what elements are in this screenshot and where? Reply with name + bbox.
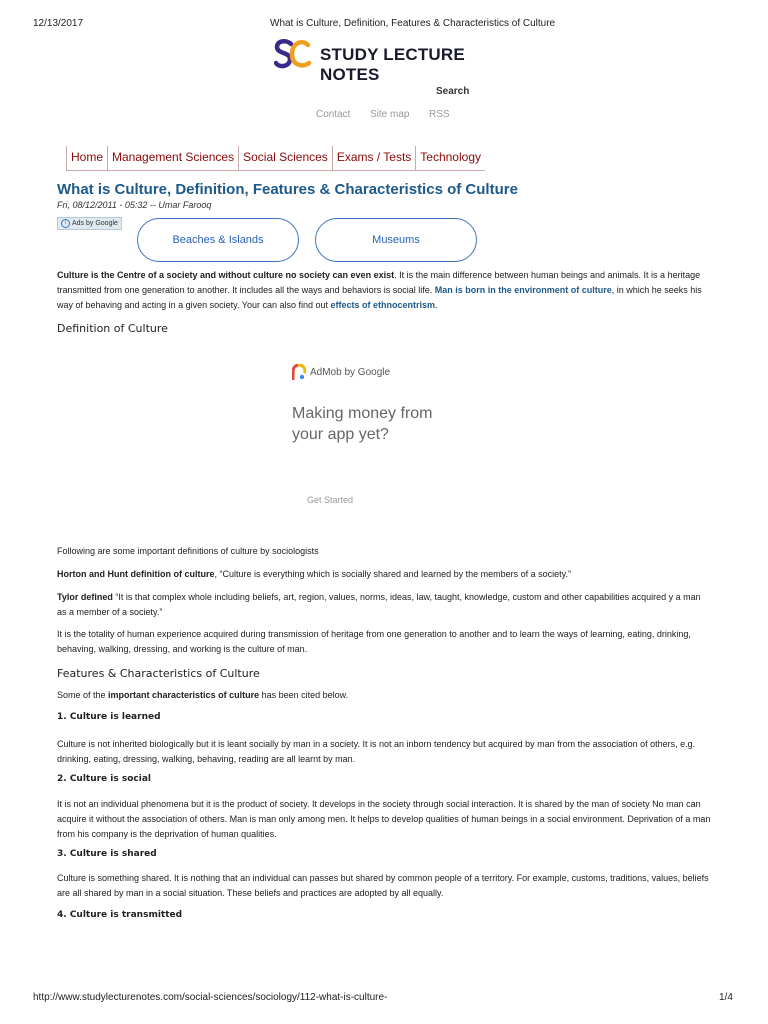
culture-environment-link[interactable]: Man is born in the environment of culture xyxy=(434,285,612,295)
intro-text-2: , in which he seeks his way of behaving and acting in a given society. Your can also find out xyxy=(57,285,702,310)
main-nav xyxy=(66,146,485,171)
sitemap-link[interactable]: Site map xyxy=(370,109,410,120)
admob-headline: Making money from your app yet? xyxy=(292,405,433,443)
intro-bold: Culture is the Centre of a society and without culture no society can even exist xyxy=(57,270,395,280)
admob-logo-text: AdMob by Google xyxy=(310,366,391,378)
definition-heading: Definition of Culture xyxy=(57,322,168,335)
admob-logo xyxy=(292,364,390,380)
site-logo[interactable] xyxy=(274,37,514,84)
ad-button-museums[interactable]: Museums xyxy=(315,218,477,262)
intro-paragraph xyxy=(57,268,711,313)
tylor-definition xyxy=(57,590,711,620)
horton-bold: Horton and Hunt definition of culture xyxy=(57,569,215,579)
features-intro xyxy=(57,688,711,703)
feature-text-learned: Culture is not inherited biologically but it is leant socially by man in a society. It is not an inborn tendency but acquired by man from the association of others, e.g. drinking, eating, dressing, walking, behaving, reading are all learnt by man. xyxy=(57,739,696,764)
contact-link[interactable]: Contact xyxy=(316,109,351,120)
feature-text-shared: Culture is something shared. It is nothing that an individual can passes but shared by common people of a territory. For example, customs, traditions, values, beliefs are all shared by man in a social situation. These beliefs and practices are adopted by all equally. xyxy=(57,873,709,898)
feature-heading-transmitted: 4. Culture is transmitted xyxy=(57,910,183,920)
article-title: What is Culture, Definition, Features & Characteristics of Culture xyxy=(57,181,518,198)
ads-by-google-badge[interactable] xyxy=(57,217,122,230)
horton-definition xyxy=(57,567,711,582)
ads-by-google-label: Ads by Google xyxy=(72,220,118,227)
admob-logo-icon xyxy=(292,364,306,380)
definitions-intro: Following are some important definitions of culture by sociologists xyxy=(57,546,319,556)
feature-heading-social: 2. Culture is social xyxy=(57,774,151,784)
features-intro-post: has been cited below. xyxy=(259,690,349,700)
search-link[interactable]: Search xyxy=(436,86,470,97)
feature-heading-learned: 1. Culture is learned xyxy=(57,712,161,722)
article-meta: Fri, 08/12/2011 - 05:32 -- Umar Farooq xyxy=(57,200,212,210)
nav-home[interactable]: Home xyxy=(66,146,107,171)
ethnocentrism-link[interactable]: effects of ethnocentrism xyxy=(330,300,436,310)
feature-text-social: It is not an individual phenomena but it is the product of society. It develops in the society through social interaction. It is shared by the man of society No man can acquire it without the association of others. Man is man only among men. It helps to develop qualities of human beings in a social environment. Deprivation of a man from his company is the deprivation of human qualities. xyxy=(57,799,711,839)
horton-text: , “Culture is everything which is socially shared and learned by the members of a society.” xyxy=(214,569,571,579)
nav-management-sciences[interactable]: Management Sciences xyxy=(107,146,238,171)
admob-get-started-button[interactable]: Get Started xyxy=(307,495,354,505)
logo-mark-icon xyxy=(274,37,314,73)
nav-exams-tests[interactable]: Exams / Tests xyxy=(332,146,415,171)
info-icon: i xyxy=(61,219,70,228)
features-intro-bold: important characteristics of culture xyxy=(108,690,260,700)
print-page-number: 1/4 xyxy=(719,992,733,1003)
logo-text: STUDY LECTURE NOTES xyxy=(320,45,465,84)
feature-heading-shared: 3. Culture is shared xyxy=(57,849,157,859)
features-intro-pre: Some of the xyxy=(57,690,109,700)
print-url: http://www.studylecturenotes.com/social-sciences/sociology/112-what-is-culture- xyxy=(33,992,388,1003)
print-title: What is Culture, Definition, Features & Characteristics of Culture xyxy=(270,18,556,29)
ad-button-beaches-islands[interactable]: Beaches & Islands xyxy=(137,218,299,262)
tylor-bold: Tylor defined xyxy=(57,592,113,602)
nav-social-sciences[interactable]: Social Sciences xyxy=(238,146,332,171)
intro-text-1: . It is the main difference between human beings and animals. It is a heritage transmitted from one generation to another. It includes all the ways and behaviors is social life. xyxy=(57,270,701,295)
nav-technology[interactable]: Technology xyxy=(415,146,485,171)
print-date: 12/13/2017 xyxy=(33,18,84,29)
intro-text-3: . xyxy=(435,300,438,310)
totality-paragraph: It is the totality of human experience acquired during transmission of heritage from one generation to another and to learn the ways of learning, eating, drinking, behaving, walking, dressing, and working is the culture of man. xyxy=(57,629,691,654)
features-heading: Features & Characteristics of Culture xyxy=(57,667,260,680)
admob-ad[interactable] xyxy=(292,364,462,514)
rss-link[interactable]: RSS xyxy=(429,109,450,120)
tylor-text: “It is that complex whole including beliefs, art, region, values, norms, ideas, law, taught, knowledge, custom and other capabilities acquired y a man as a member of a society.” xyxy=(57,592,701,617)
